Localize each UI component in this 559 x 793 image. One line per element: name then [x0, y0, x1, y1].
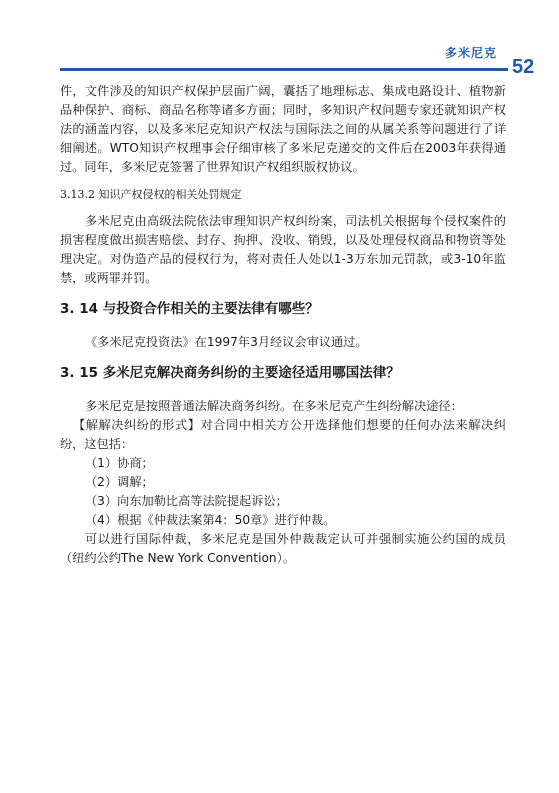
closing-paragraph: 可以进行国际仲裁，多米尼克是国外仲裁裁定认可并强制实施公约国的成员（纽约公约The New York Convention）。: [60, 532, 506, 565]
section-heading-3-15: 3. 15 多米尼克解决商务纠纷的主要途径适用哪国法律？: [60, 365, 400, 381]
paragraph-3-14: 《多米尼克投资法》在1997年3月经议会审议通过。: [85, 335, 368, 349]
dispute-forms-paragraph: 【解解决纠纷的形式】对合同中相关方公开选择他们想要的任何办法来解决纠纷，这包括：: [60, 418, 506, 451]
subsection-heading-3-13-2: 3.13.2 知识产权侵权的相关处罚规定: [60, 188, 242, 201]
section-heading-3-14: 3. 14 与投资合作相关的主要法律有哪些？: [60, 301, 319, 317]
list-item: （2）调解；: [85, 475, 154, 489]
paragraph-3-13-2: 多米尼克由高级法院依法审理知识产权纠纷案，司法机关根据每个侵权案件的损害程度做出损害赔偿、封存、拘押、没收、销毁，以及处理侵权商品和物资等处理决定。对伪造产品的侵权行为，将对责任人处以1-3万东加元罚款，或3-10年监禁，或两罪并罚。: [60, 214, 506, 285]
header-rule: [60, 68, 508, 71]
running-header-title: 多米尼克: [445, 46, 498, 60]
list-item: （4）根据《仲裁法案第4：50章》进行仲裁。: [85, 513, 336, 527]
list-item: （3）向东加勒比高等法院提起诉讼；: [85, 494, 288, 508]
page-body: [60, 82, 506, 568]
paragraph-3-15: 多米尼克是按照普通法解决商务纠纷。在多米尼克产生纠纷解决途径：: [85, 399, 463, 413]
intro-paragraph: 件，文件涉及的知识产权保护层面广阔，囊括了地理标志、集成电路设计、植物新品种保护、商标、商品名称等诸多方面；同时，多知识产权问题专家还就知识产权法的涵盖内容，以及多米尼克知识产权法与国际法之间的从属关系等问题进行了详细阐述。WTO知识产权理事会仔细审核了多米尼克递交的文件后在2003年获得通过。同年，多米尼克签署了世界知识产权组织版权协议。: [60, 84, 506, 174]
list-item: （1）协商；: [85, 456, 154, 470]
page-number: 52: [512, 56, 535, 78]
